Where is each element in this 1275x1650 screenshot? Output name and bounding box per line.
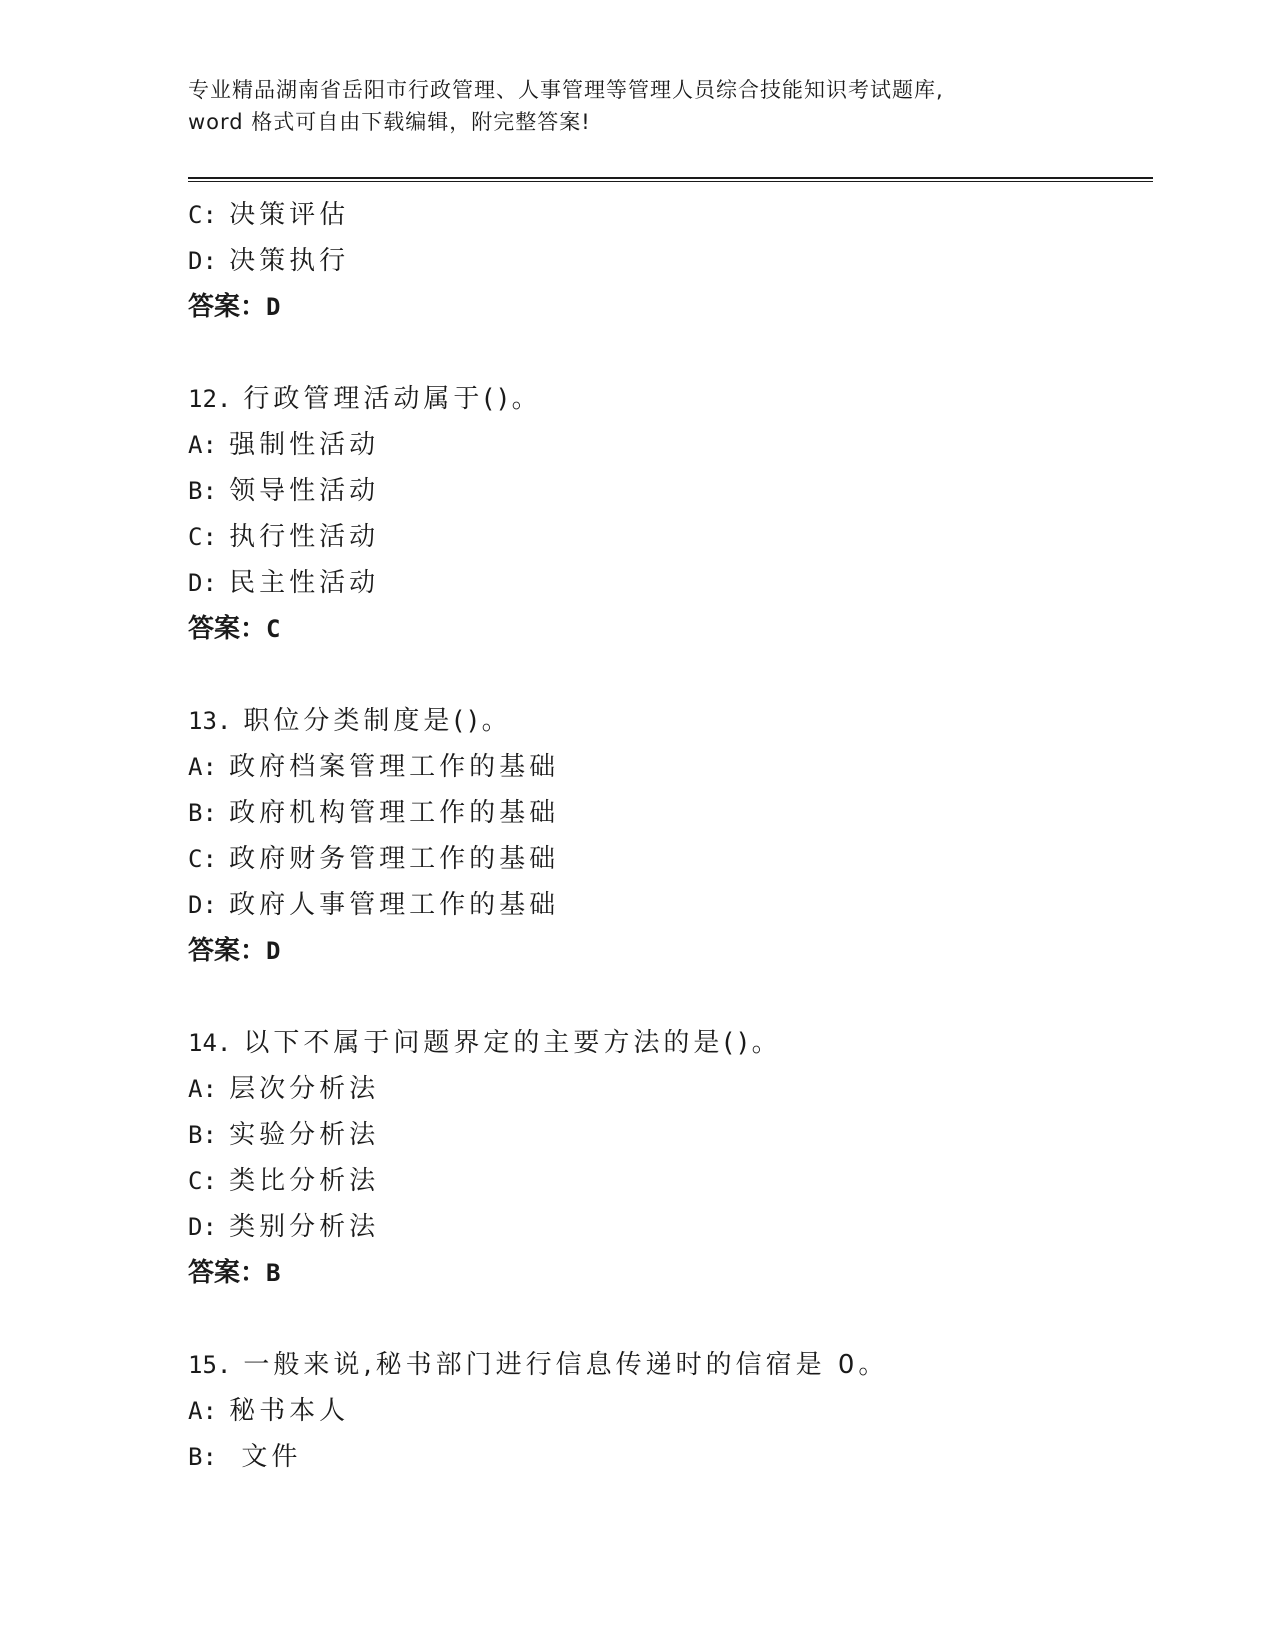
option-row (188, 744, 1148, 790)
option-row (188, 560, 1148, 606)
option-text: 层次分析法 (229, 1074, 380, 1104)
question-text: 以下不属于问题界定的主要方法的是()。 (243, 1028, 782, 1058)
answer-label: 答案： (188, 614, 267, 644)
option-row (188, 882, 1148, 928)
option-text: 文件 (229, 1442, 302, 1472)
question-text: 一般来说,秘书部门进行信息传递时的信宿是 0。 (243, 1350, 889, 1380)
spacer (188, 974, 1148, 1020)
answer-value: B (266, 1259, 281, 1287)
option-text: 实验分析法 (229, 1120, 380, 1150)
spacer (188, 330, 1148, 376)
option-label: C: (188, 201, 217, 229)
option-text: 类别分析法 (229, 1212, 380, 1242)
question-stem (188, 376, 1148, 422)
option-text: 政府机构管理工作的基础 (229, 798, 560, 828)
question-number: 15. (188, 1351, 232, 1379)
header-divider (188, 177, 1153, 182)
answer-value: D (266, 937, 281, 965)
answer-label: 答案： (188, 936, 267, 966)
document-header (188, 74, 1088, 138)
option-text: 决策执行 (229, 246, 350, 276)
option-row (188, 1204, 1148, 1250)
option-label: A: (188, 1397, 217, 1425)
answer-value: C (266, 615, 281, 643)
option-label: C: (188, 523, 217, 551)
question-stem (188, 1020, 1148, 1066)
question-text: 行政管理活动属于()。 (243, 384, 542, 414)
option-text: 执行性活动 (229, 522, 380, 552)
option-label: D: (188, 247, 217, 275)
option-text: 领导性活动 (229, 476, 380, 506)
option-row (188, 422, 1148, 468)
option-label: A: (188, 1075, 217, 1103)
answer-row (188, 1250, 1148, 1296)
question-stem (188, 698, 1148, 744)
option-label: C: (188, 845, 217, 873)
option-label: D: (188, 569, 217, 597)
question-list (188, 192, 1148, 1480)
question-number: 13. (188, 707, 232, 735)
option-label: B: (188, 1121, 217, 1149)
option-label: D: (188, 1213, 217, 1241)
answer-row (188, 284, 1148, 330)
option-text: 政府档案管理工作的基础 (229, 752, 560, 782)
option-label: B: (188, 477, 217, 505)
option-row (188, 1158, 1148, 1204)
option-row (188, 790, 1148, 836)
spacer (188, 1296, 1148, 1342)
option-row (188, 238, 1148, 284)
option-label: A: (188, 753, 217, 781)
option-text: 秘书本人 (229, 1396, 350, 1426)
header-title-line-1: 专业精品湖南省岳阳市行政管理、人事管理等管理人员综合技能知识考试题库, (188, 78, 944, 102)
option-text: 强制性活动 (229, 430, 380, 460)
option-row (188, 1112, 1148, 1158)
option-text: 政府人事管理工作的基础 (229, 890, 560, 920)
option-text: 类比分析法 (229, 1166, 380, 1196)
option-label: A: (188, 431, 217, 459)
answer-label: 答案： (188, 292, 267, 322)
option-row (188, 1388, 1148, 1434)
question-number: 14. (188, 1029, 232, 1057)
answer-row (188, 928, 1148, 974)
option-row (188, 1434, 1148, 1480)
question-text: 职位分类制度是()。 (243, 706, 512, 736)
option-label: B: (188, 1443, 217, 1471)
question-stem (188, 1342, 1148, 1388)
question-number: 12. (188, 385, 232, 413)
option-row (188, 836, 1148, 882)
option-row (188, 1066, 1148, 1112)
answer-label: 答案： (188, 1258, 267, 1288)
option-text: 民主性活动 (229, 568, 380, 598)
answer-value: D (266, 293, 281, 321)
option-row (188, 192, 1148, 238)
spacer (188, 652, 1148, 698)
option-text: 政府财务管理工作的基础 (229, 844, 560, 874)
header-title-line-2: word 格式可自由下载编辑，附完整答案! (188, 110, 591, 134)
option-label: D: (188, 891, 217, 919)
option-label: C: (188, 1167, 217, 1195)
option-row (188, 514, 1148, 560)
answer-row (188, 606, 1148, 652)
option-text: 决策评估 (229, 200, 350, 230)
option-row (188, 468, 1148, 514)
option-label: B: (188, 799, 217, 827)
